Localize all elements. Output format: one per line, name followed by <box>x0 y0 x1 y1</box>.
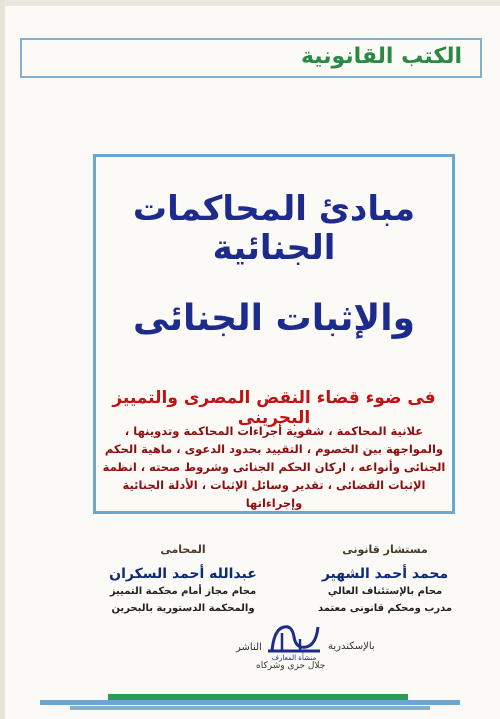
author-2 <box>98 543 268 616</box>
publisher-label: الناشر <box>236 642 262 653</box>
page-edge-left <box>0 0 5 719</box>
author-role: المحامى <box>160 543 206 556</box>
page-edge-top <box>0 0 500 6</box>
publisher-brand: منشأة المعارف <box>271 654 317 662</box>
series-label: الكتب القانونية <box>300 44 462 69</box>
author-role: مستشار قانونى <box>342 543 428 556</box>
topics-list: علانية المحاكمة ، شفوية أجراءات المحاكمة وتدوينها ، والمواجهة بين الخصوم ، التقييد بحدود الدعوى ، ماهية الحكم الجنائى وأنواعه ، اركان الحكم الجنائى وشروط صحته ، انظمة الإثبات القضائى ، تقدير وسائل الإثبات ، الأدلة الجنائية وإجراءاتها <box>102 424 446 510</box>
author-name: محمد أحمد الشهير <box>321 566 449 582</box>
author-1 <box>300 543 470 616</box>
publisher-logo <box>262 617 326 663</box>
book-title-line2: والإثبات الجنائى <box>133 298 415 339</box>
publisher-owner: جلال حزى وشركاه <box>256 661 326 671</box>
author-credential: مدرب ومحكم قانونى معتمد <box>317 603 453 614</box>
bottom-stripe-blue-2 <box>70 706 430 710</box>
book-title-line1: مبادئ المحاكمات الجنائية <box>132 189 416 269</box>
author-name: عبدالله أحمد السكران <box>109 566 257 582</box>
author-credential: محام مجاز أمام محكمة التمييز <box>109 586 257 597</box>
bottom-stripe-blue <box>40 700 460 705</box>
book-subtitle: فى ضوء قضاء النقض المصرى والتمييز البحرينى <box>112 388 436 428</box>
publisher-city: بالإسكندرية <box>328 641 375 652</box>
author-credential: والمحكمة الدستورية بالبحرين <box>111 603 255 614</box>
series-header-box <box>20 38 482 78</box>
author-credential: محام بالإستئناف العالي <box>327 586 443 597</box>
